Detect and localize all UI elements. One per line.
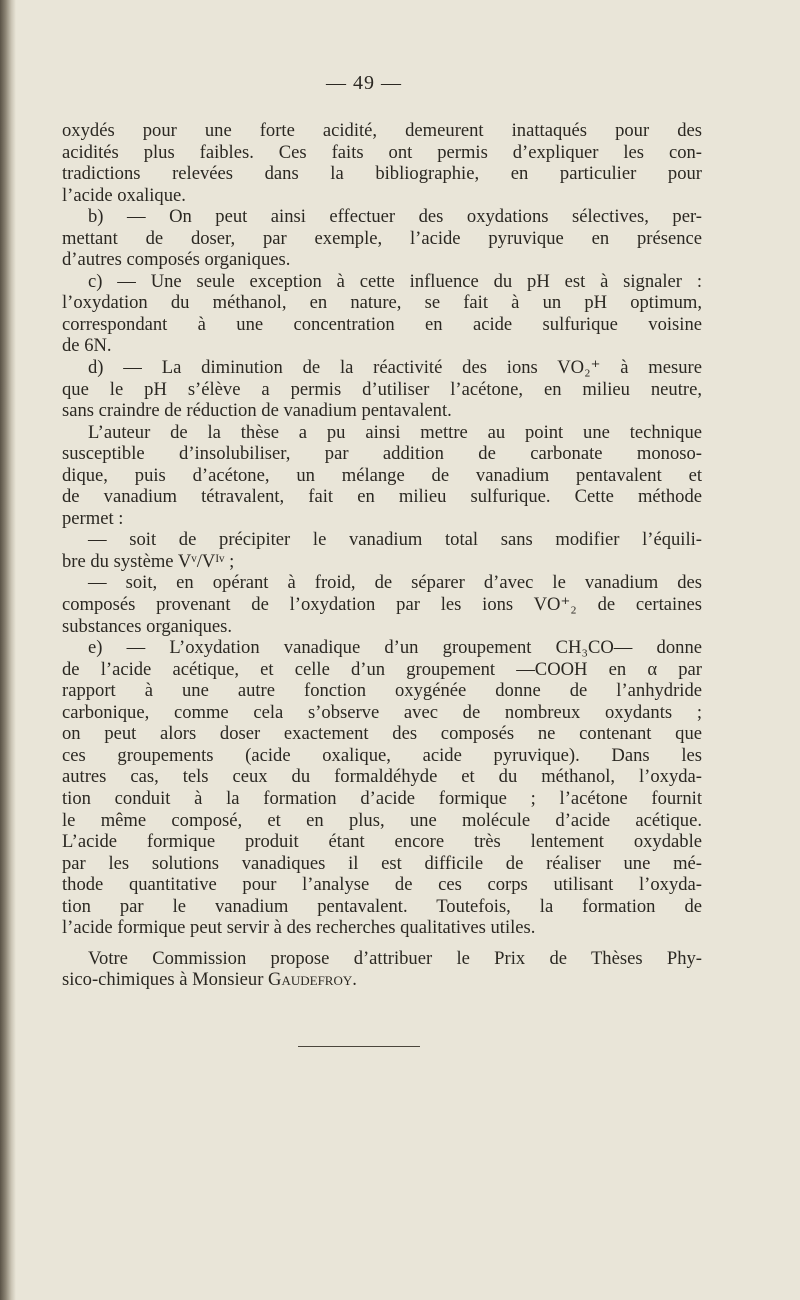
body-text <box>62 120 702 991</box>
text-line: autres cas, tels ceux du formaldéhyde et du méthanol, l’oxyda- <box>62 766 702 788</box>
closing-line-1: Votre Commission propose d’attribuer le Prix de Thèses Phy- <box>88 947 702 969</box>
text-line: tradictions relevées dans la bibliographie, en particulier pour <box>62 163 702 185</box>
text-line: tion conduit à la formation d’acide formique ; l’acétone fournit <box>62 787 702 809</box>
laureate-name: Gaudefroy <box>268 969 353 991</box>
text-line: rapport à une autre fonction oxygénée donne de l’anhydride <box>62 680 702 702</box>
text-line: tion par le vanadium pentavalent. Toutefois, la formation de <box>62 895 702 917</box>
text-line: d) — La diminution de la réactivité des ions VO₂⁺ à mesure <box>88 357 702 379</box>
text-line: permet : <box>62 507 124 529</box>
text-line: — soit de précipiter le vanadium total sans modifier l’équili- <box>88 529 702 551</box>
text-line: L’auteur de la thèse a pu ainsi mettre au point une technique <box>88 421 702 443</box>
text-line: de vanadium tétravalent, fait en milieu sulfurique. Cette méthode <box>62 486 702 508</box>
text-line: carbonique, comme cela s’observe avec de nombreux oxydants ; <box>62 701 702 723</box>
text-line: mettant de doser, par exemple, l’acide pyruvique en présence <box>62 227 702 249</box>
paragraph-gap <box>62 939 702 948</box>
text-line: l’acide oxalique. <box>62 184 186 206</box>
text-line: bre du système Vᵛ/Vᴵᵛ ; <box>62 550 235 572</box>
closing-line-2-prefix: sico-chimiques à Monsieur <box>62 969 269 991</box>
text-line: de l’acide acétique, et celle d’un groupement —COOH en α par <box>62 658 702 680</box>
section-end-rule <box>298 1046 420 1047</box>
text-line: e) — L’oxydation vanadique d’un groupement CH₃CO— donne <box>88 637 702 659</box>
text-line: correspondant à une concentration en acide sulfurique voisine <box>62 313 702 335</box>
closing-line-2-suffix: . <box>352 969 357 991</box>
closing-line-2 <box>62 969 702 991</box>
text-line: que le pH s’élève a permis d’utiliser l’acétone, en milieu neutre, <box>62 378 702 400</box>
text-line: on peut alors doser exactement des composés ne contenant que <box>62 723 702 745</box>
text-line: substances organiques. <box>62 615 233 637</box>
text-line: de 6N. <box>62 335 112 357</box>
text-line: b) — On peut ainsi effectuer des oxydations sélectives, per- <box>88 206 702 228</box>
text-line: sans craindre de réduction de vanadium pentavalent. <box>62 400 452 422</box>
text-line: par les solutions vanadiques il est difficile de réaliser une mé- <box>62 852 702 874</box>
text-line: thode quantitative pour l’analyse de ces corps utilisant l’oxyda- <box>62 874 702 896</box>
text-line: acidités plus faibles. Ces faits ont permis d’expliquer les con- <box>62 141 702 163</box>
text-line: l’oxydation du méthanol, en nature, se fait à un pH optimum, <box>62 292 702 314</box>
text-line: ces groupements (acide oxalique, acide pyruvique). Dans les <box>62 744 702 766</box>
text-line: composés provenant de l’oxydation par les ions VO⁺₂ de certaines <box>62 594 702 616</box>
page-number: — 49 — <box>326 72 402 94</box>
text-line: susceptible d’insolubiliser, par addition de carbonate monoso- <box>62 443 702 465</box>
text-line: le même composé, et en plus, une molécule d’acide acétique. <box>62 809 702 831</box>
text-line: l’acide formique peut servir à des recherches qualitatives utiles. <box>62 917 536 939</box>
text-line: L’acide formique produit étant encore très lentement oxydable <box>62 831 702 853</box>
text-line: c) — Une seule exception à cette influence du pH est à signaler : <box>88 270 702 292</box>
text-line: — soit, en opérant à froid, de séparer d’avec le vanadium des <box>88 572 702 594</box>
text-line: dique, puis d’acétone, un mélange de vanadium pentavalent et <box>62 464 702 486</box>
text-line: d’autres composés organiques. <box>62 249 291 271</box>
text-line: oxydés pour une forte acidité, demeurent inattaqués pour des <box>62 120 702 141</box>
